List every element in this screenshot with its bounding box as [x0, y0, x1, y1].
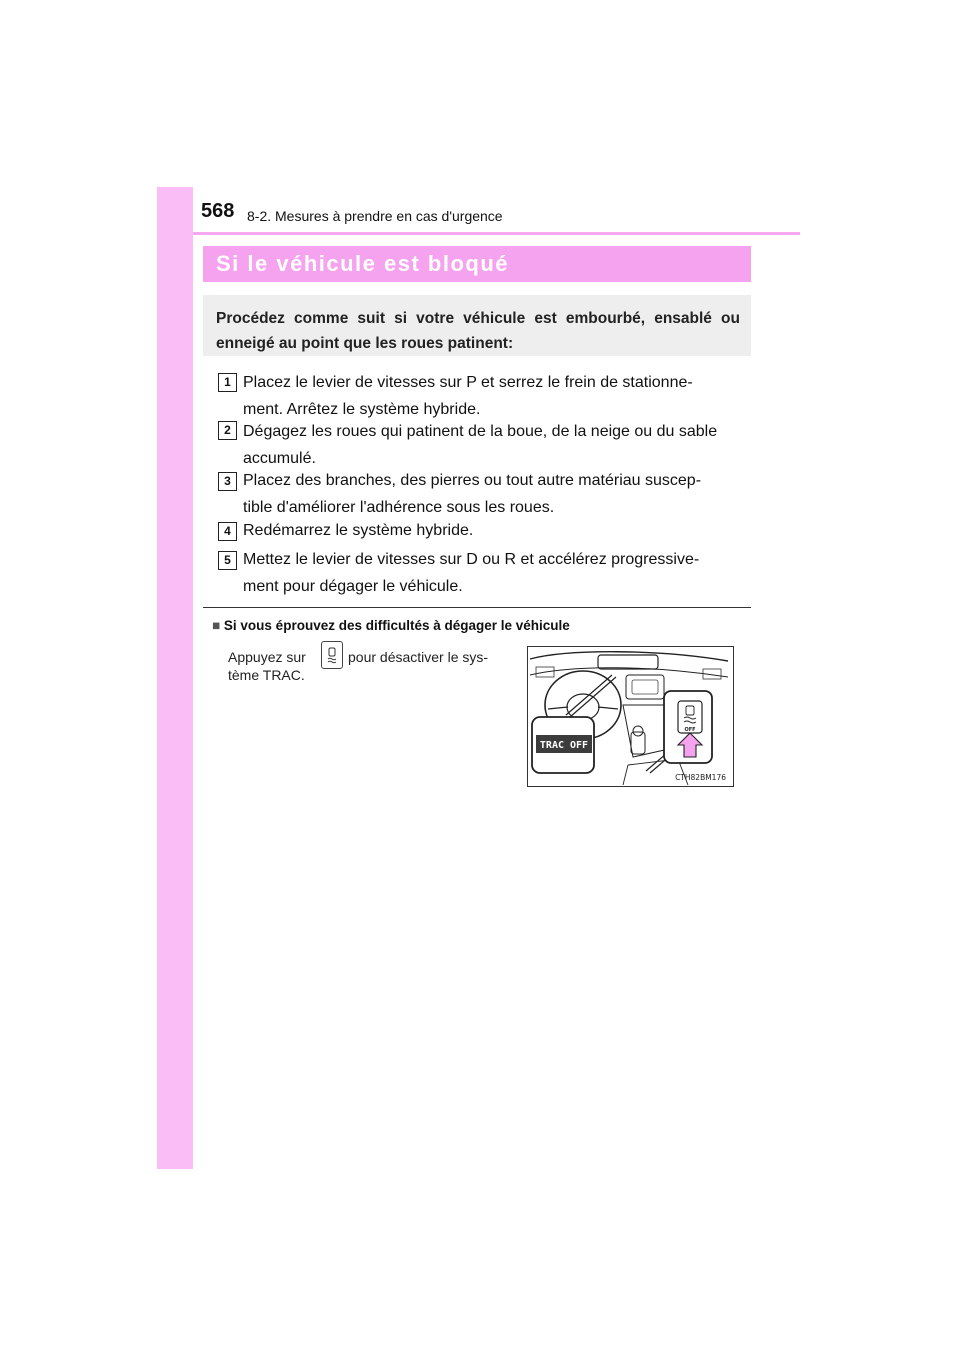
note-heading	[212, 618, 570, 633]
section-label: 8-2. Mesures à prendre en cas d'urgence	[247, 208, 503, 224]
step-1	[243, 369, 746, 423]
note-bullet: ■	[212, 618, 221, 633]
step-number-1: 1	[218, 373, 237, 392]
step-3-line-1: Placez des branches, des pierres ou tout autre matériau suscep-	[243, 472, 702, 489]
step-2-line-2: accumulé.	[243, 450, 316, 467]
intro-box	[203, 295, 751, 356]
side-tab-strip	[157, 187, 193, 1169]
step-number-3: 3	[218, 472, 237, 491]
page-title: Si le véhicule est bloqué	[216, 251, 510, 276]
step-number-2: 2	[218, 421, 237, 440]
step-2-line-1: Dégagez les roues qui patinent de la boue, de la neige ou du sable	[243, 423, 718, 440]
step-2	[243, 418, 746, 472]
step-5-line-1: Mettez le levier de vitesses sur D ou R et accélérez progressive-	[243, 551, 700, 568]
note-heading-text: Si vous éprouvez des difficultés à dégager le véhicule	[223, 618, 570, 633]
header-rule	[193, 232, 800, 235]
section-separator	[203, 607, 751, 608]
step-3-line-2: tible d'améliorer l'adhérence sous les roues.	[243, 499, 555, 516]
step-1-line-2: ment. Arrêtez le système hybride.	[243, 401, 481, 418]
step-1-line-1: Placez le levier de vitesses sur P et serrez le frein de stationne-	[243, 374, 693, 391]
step-5-line-2: ment pour dégager le véhicule.	[243, 578, 463, 595]
off-icon-label: OFF	[684, 727, 696, 733]
step-5	[243, 546, 746, 600]
note-text-line-2: tème TRAC.	[228, 667, 305, 683]
step-number-5: 5	[218, 551, 237, 570]
step-3	[243, 467, 746, 521]
trac-off-label: TRAC OFF	[539, 740, 589, 751]
step-4-line-1: Redémarrez le système hybride.	[243, 522, 474, 539]
illustration-code: CTH82BM176	[675, 773, 726, 782]
title-band	[203, 246, 751, 282]
step-4	[243, 517, 746, 544]
step-number-4: 4	[218, 522, 237, 541]
note-text-after: pour désactiver le sys-	[348, 649, 489, 665]
page-number: 568	[201, 200, 235, 222]
trac-off-button-icon	[321, 641, 343, 669]
note-text-before: Appuyez sur	[228, 649, 306, 665]
intro-text: Procédez comme suit si votre véhicule est embourbé, ensablé ou enneigé au point que les roues patinent:	[216, 310, 740, 352]
trac-off-illustration	[527, 646, 734, 787]
